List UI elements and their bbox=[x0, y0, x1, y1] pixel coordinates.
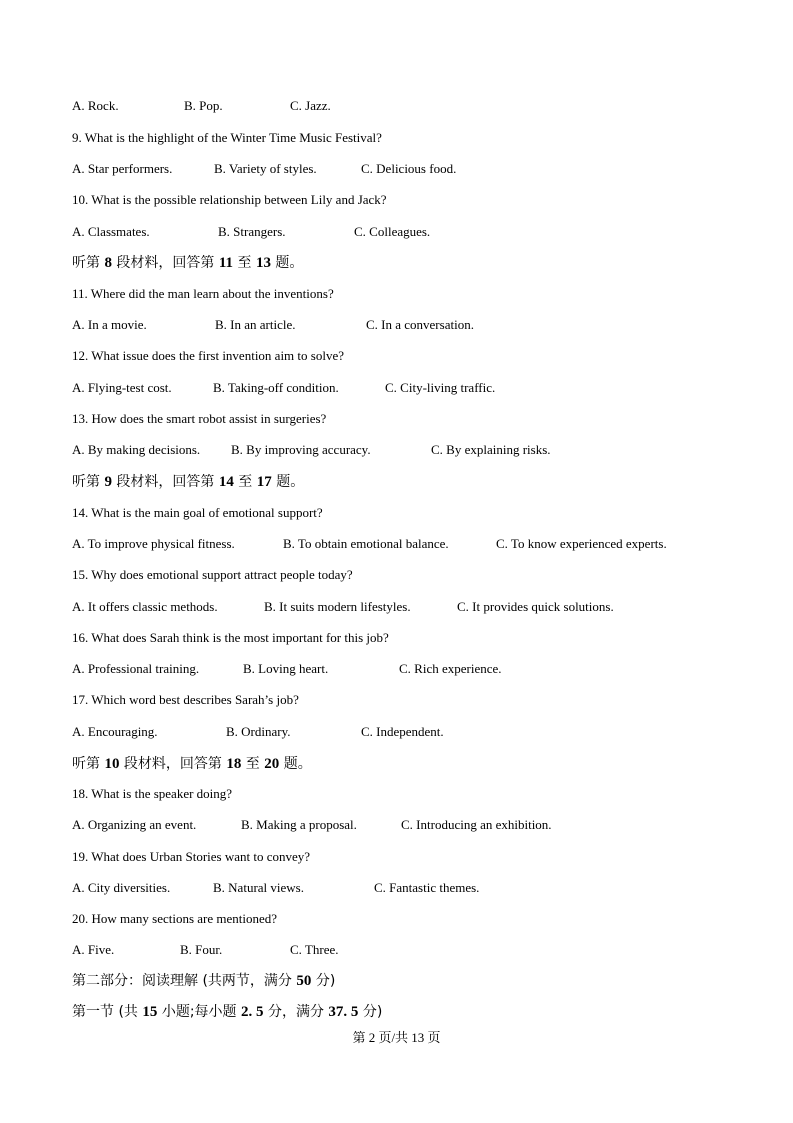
heading-number: 10 bbox=[104, 756, 120, 772]
heading-text: 段材料，回答第 bbox=[111, 255, 219, 271]
section-heading bbox=[72, 254, 303, 272]
question-text: 12. What issue does the first invention aim to solve? bbox=[72, 348, 344, 363]
heading-number: 14 bbox=[218, 474, 234, 490]
heading-text: 题。 bbox=[270, 255, 304, 271]
heading-text: 至 bbox=[241, 756, 265, 772]
heading-number: 18 bbox=[226, 756, 242, 772]
answer-options bbox=[0, 224, 793, 240]
answer-option: C. Rich experience. bbox=[399, 661, 502, 676]
answer-option: A. By making decisions. bbox=[72, 442, 201, 457]
answer-option: A. It offers classic methods. bbox=[72, 599, 218, 614]
answer-option: A. Organizing an event. bbox=[72, 817, 197, 832]
answer-option: B. Strangers. bbox=[218, 224, 286, 239]
answer-options bbox=[0, 817, 793, 833]
answer-option: C. Independent. bbox=[361, 724, 444, 739]
section-heading bbox=[72, 473, 304, 491]
answer-option: A. Star performers. bbox=[72, 161, 173, 176]
heading-number: 20 bbox=[264, 756, 280, 772]
answer-option: B. Making a proposal. bbox=[241, 817, 357, 832]
answer-options bbox=[0, 317, 793, 333]
section-heading bbox=[72, 972, 335, 990]
question-text: 9. What is the highlight of the Winter Time Music Festival? bbox=[72, 130, 382, 145]
heading-text: 分) bbox=[311, 973, 336, 989]
answer-option: A. In a movie. bbox=[72, 317, 147, 332]
answer-option: B. In an article. bbox=[215, 317, 296, 332]
answer-option: C. Delicious food. bbox=[361, 161, 457, 176]
heading-text: 听第 bbox=[72, 474, 105, 490]
question-text: 16. What does Sarah think is the most important for this job? bbox=[72, 630, 389, 645]
section-heading bbox=[72, 755, 312, 773]
answer-option: A. City diversities. bbox=[72, 880, 171, 895]
answer-option: B. By improving accuracy. bbox=[231, 442, 371, 457]
answer-option: C. Colleagues. bbox=[354, 224, 431, 239]
heading-text: 分，满分 bbox=[263, 1004, 329, 1020]
question-text: 14. What is the main goal of emotional support? bbox=[72, 505, 323, 520]
answer-option: C. Fantastic themes. bbox=[374, 880, 480, 895]
answer-option: B. Pop. bbox=[184, 98, 223, 113]
answer-options bbox=[0, 942, 793, 958]
heading-text: 段材料，回答第 bbox=[119, 756, 227, 772]
answer-options bbox=[0, 161, 793, 177]
answer-option: C. It provides quick solutions. bbox=[457, 599, 614, 614]
answer-option: A. Flying-test cost. bbox=[72, 380, 172, 395]
heading-text: 段材料，回答第 bbox=[111, 474, 219, 490]
question-text: 19. What does Urban Stories want to convey? bbox=[72, 849, 311, 864]
answer-option: B. Variety of styles. bbox=[214, 161, 317, 176]
question-text: 20. How many sections are mentioned? bbox=[72, 911, 278, 926]
answer-option: A. Rock. bbox=[72, 98, 119, 113]
answer-option: B. It suits modern lifestyles. bbox=[264, 599, 411, 614]
section-heading bbox=[72, 1003, 382, 1021]
heading-number: 2. 5 bbox=[241, 1004, 264, 1020]
heading-number: 8 bbox=[104, 255, 112, 271]
heading-text: 至 bbox=[233, 255, 256, 271]
answer-option: C. Jazz. bbox=[290, 98, 331, 113]
answer-options bbox=[0, 724, 793, 740]
heading-number: 50 bbox=[296, 973, 312, 989]
heading-text: 听第 bbox=[72, 255, 105, 271]
heading-text: 第一节 (共 bbox=[72, 1004, 143, 1020]
answer-option: B. Natural views. bbox=[213, 880, 304, 895]
answer-option: B. Loving heart. bbox=[243, 661, 329, 676]
heading-text: 第二部分：阅读理解 (共两节，满分 bbox=[72, 973, 297, 989]
heading-text: 至 bbox=[233, 474, 257, 490]
answer-option: A. Encouraging. bbox=[72, 724, 158, 739]
heading-text: 分) bbox=[358, 1004, 383, 1020]
heading-number: 9 bbox=[104, 474, 112, 490]
heading-number: 15 bbox=[142, 1004, 158, 1020]
answer-option: A. Five. bbox=[72, 942, 115, 957]
heading-text: 题。 bbox=[271, 474, 305, 490]
answer-options bbox=[0, 661, 793, 677]
heading-number: 17 bbox=[256, 474, 272, 490]
answer-option: C. To know experienced experts. bbox=[496, 536, 667, 551]
question-text: 18. What is the speaker doing? bbox=[72, 786, 233, 801]
answer-options bbox=[0, 599, 793, 615]
answer-option: C. Introducing an exhibition. bbox=[401, 817, 552, 832]
question-text: 17. Which word best describes Sarah’s job? bbox=[72, 692, 299, 707]
heading-number: 11 bbox=[218, 255, 234, 271]
answer-option: A. To improve physical fitness. bbox=[72, 536, 235, 551]
heading-text: 题。 bbox=[279, 756, 312, 772]
answer-option: A. Professional training. bbox=[72, 661, 200, 676]
answer-option: C. Three. bbox=[290, 942, 339, 957]
heading-text: 小题;每小题 bbox=[157, 1004, 241, 1020]
heading-number: 37. 5 bbox=[328, 1004, 359, 1020]
page-footer: 第 2 页/共 13 页 bbox=[352, 1030, 441, 1045]
question-text: 10. What is the possible relationship between Lily and Jack? bbox=[72, 192, 387, 207]
answer-options bbox=[0, 536, 793, 552]
question-text: 11. Where did the man learn about the inventions? bbox=[72, 286, 334, 301]
answer-option: B. Ordinary. bbox=[226, 724, 291, 739]
question-text: 13. How does the smart robot assist in surgeries? bbox=[72, 411, 327, 426]
question-text: 15. Why does emotional support attract people today? bbox=[72, 567, 353, 582]
heading-text: 听第 bbox=[72, 756, 105, 772]
answer-option: B. Taking-off condition. bbox=[213, 380, 339, 395]
answer-option: C. City-living traffic. bbox=[385, 380, 496, 395]
heading-number: 13 bbox=[255, 255, 271, 271]
answer-option: B. Four. bbox=[180, 942, 223, 957]
answer-option: C. By explaining risks. bbox=[431, 442, 551, 457]
answer-option: B. To obtain emotional balance. bbox=[283, 536, 449, 551]
answer-options bbox=[0, 880, 793, 896]
answer-option: C. In a conversation. bbox=[366, 317, 474, 332]
answer-option: A. Classmates. bbox=[72, 224, 150, 239]
answer-options bbox=[0, 98, 793, 114]
answer-options bbox=[0, 442, 793, 458]
answer-options bbox=[0, 380, 793, 396]
